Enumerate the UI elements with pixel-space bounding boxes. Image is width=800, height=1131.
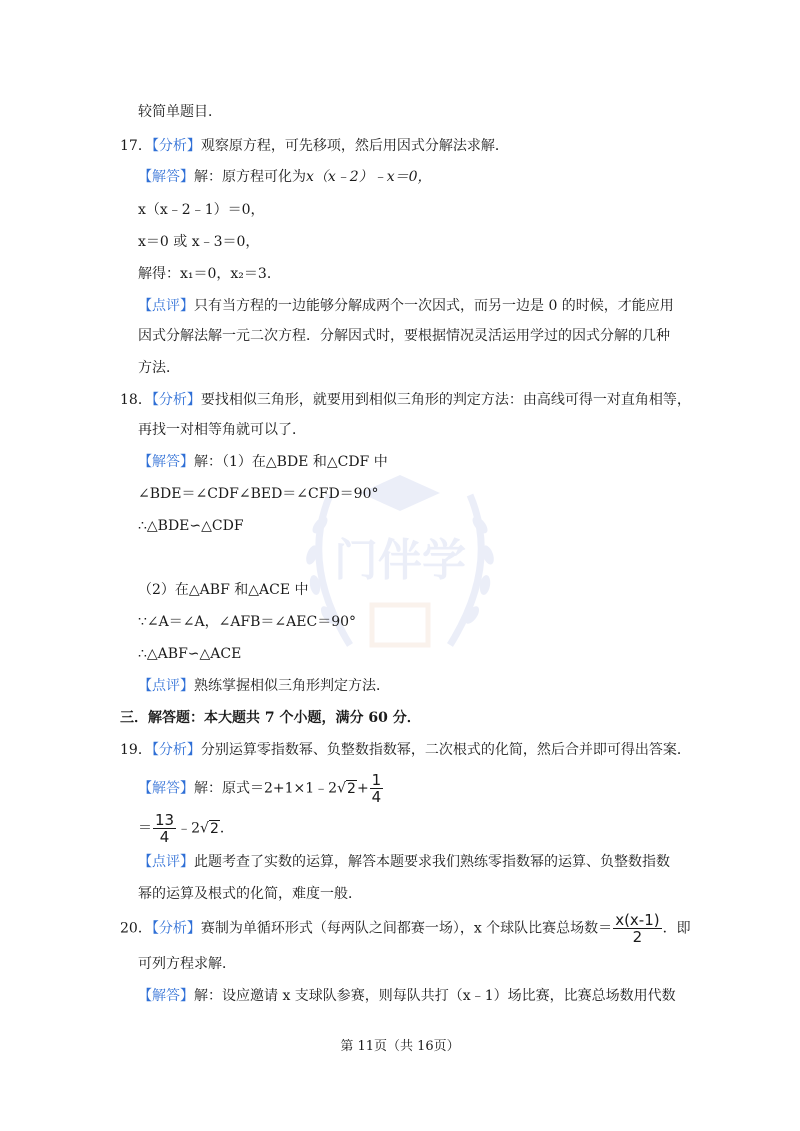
q19-fraction-2-denominator: 4 — [159, 828, 170, 846]
q18-answer-l1: 解：（1）在△BDE 和△CDF 中 — [194, 454, 388, 470]
q19-analysis — [120, 740, 691, 760]
section-heading-text: 三．解答题：本大题共 7 个小题，满分 60 分． — [120, 710, 421, 726]
q17-comment-l1: 只有当方程的一边能够分解成两个一次因式，而另一边是 0 的时候，才能应用 — [194, 298, 674, 314]
q19-step-2-pre: ＝ — [138, 820, 152, 837]
q19-comment-l1: 此题考查了实数的运算，解答本题要求我们熟练零指数幂的运算、负整数指数 — [194, 854, 670, 870]
q19-analysis-text: 分别运算零指数幂、负整数指数幂，二次根式的化简，然后合并即可得出答案． — [200, 742, 691, 758]
q17-comment-l2: 因式分解法解一元二次方程．分解因式时，要根据情况灵活运用学过的因式分解的几种 — [138, 328, 670, 344]
q19-sqrt-2-sign: √ — [200, 820, 209, 837]
q17-answer-pre: 解：原方程可化为 — [194, 169, 306, 185]
q18-number: 18． — [120, 392, 152, 408]
q18-step-3: ∴△BDE∽△CDF — [138, 518, 244, 534]
q19-sqrt-sign: √ — [337, 780, 347, 797]
q19-fraction-2 — [153, 812, 176, 845]
q19-number: 19． — [120, 742, 152, 758]
q18-step-2: ∠BDE＝∠CDF∠BED＝∠CFD＝90° — [138, 486, 379, 502]
q19-fraction-1-denominator: 4 — [371, 788, 382, 806]
q18-step-6: ∴△ABF∽△ACE — [138, 646, 242, 662]
q19-plus: + — [356, 780, 369, 797]
q18-comment-tag: 【点评】 — [138, 678, 194, 694]
q19-sqrt-2-radicand: 2 — [209, 820, 219, 837]
q18-analysis-tag: 【分析】 — [151, 392, 201, 408]
q19-step-2-mid: ﹣2 — [177, 820, 201, 837]
q17-analysis-tag: 【分析】 — [151, 138, 201, 154]
q19-sqrt-radicand: 2 — [347, 780, 356, 797]
q17-number: 17． — [120, 138, 152, 154]
svg-text:门伴学: 门伴学 — [334, 535, 466, 586]
q18-step-5: ∵∠A＝∠A，∠AFB＝∠AEC＝90° — [138, 614, 357, 630]
q17-analysis-text: 观察原方程，可先移项，然后用因式分解法求解． — [200, 138, 509, 154]
q17-comment-l3: 方法． — [138, 360, 180, 376]
q19-step-2-end: ． — [219, 820, 234, 837]
q20-analysis — [120, 912, 691, 945]
q18-analysis — [120, 390, 691, 410]
page-number-footer: 第 11页（共 16页） — [340, 1039, 460, 1054]
q17-answer — [138, 167, 432, 187]
q19-comment — [138, 852, 670, 872]
q17-step-3: x＝0 或 x﹣3＝0， — [138, 234, 260, 250]
q20-analysis-tag: 【分析】 — [151, 920, 201, 937]
q20-analysis-l1: 赛制为单循环形式（每两队之间都赛一场），x 个球队比赛总场数＝ — [200, 920, 613, 937]
q20-analysis-l1-end: ．即 — [662, 920, 691, 937]
q18-answer — [138, 452, 388, 472]
q20-answer-l1: 解：设应邀请 x 支球队参赛，则每队共打（x﹣1）场比赛，比赛总场数用代数 — [194, 988, 676, 1004]
q19-answer-tag: 【解答】 — [138, 780, 194, 797]
q20-fraction-denominator: 2 — [632, 928, 643, 946]
q17-answer-eq: x（x﹣2）﹣x＝0， — [306, 169, 432, 185]
q20-number: 20． — [120, 920, 152, 937]
q19-answer — [138, 772, 384, 805]
q18-step-4: （2）在△ABF 和△ACE 中 — [138, 582, 309, 598]
q18-answer-tag: 【解答】 — [138, 454, 194, 470]
q20-fraction-numerator: x(x-1) — [615, 911, 660, 929]
q17-analysis — [120, 136, 509, 156]
q18-comment-text: 熟练掌握相似三角形判定方法． — [194, 678, 390, 694]
section-heading — [120, 708, 421, 728]
q19-analysis-tag: 【分析】 — [151, 742, 201, 758]
q18-analysis-l2: 再找一对相等角就可以了． — [138, 422, 306, 438]
q19-step-2 — [138, 812, 234, 845]
prev-answer-end: 较简单题目． — [138, 104, 222, 120]
q19-comment-l2: 幂的运算及根式的化简，难度一般． — [138, 886, 362, 902]
q20-answer — [138, 986, 676, 1006]
q17-step-4: 解得：x₁＝0，x₂＝3． — [138, 266, 281, 282]
q20-analysis-l2: 可列方程求解． — [138, 956, 236, 972]
q19-fraction-2-numerator: 13 — [155, 811, 175, 829]
q20-answer-tag: 【解答】 — [138, 988, 194, 1004]
q17-answer-tag: 【解答】 — [138, 169, 194, 185]
q20-fraction — [613, 912, 661, 945]
q18-comment — [138, 676, 390, 696]
q19-sqrt-2 — [200, 820, 220, 837]
q19-fraction-1-numerator: 1 — [371, 771, 382, 789]
q17-comment-tag: 【点评】 — [138, 298, 194, 314]
q19-comment-tag: 【点评】 — [138, 854, 194, 870]
q19-fraction-1 — [370, 772, 384, 805]
q19-sqrt — [337, 780, 357, 797]
q19-answer-pre: 解：原式＝2+1×1﹣2 — [194, 780, 338, 797]
q17-step-2: x（x﹣2﹣1）＝0， — [138, 202, 265, 218]
q18-analysis-l1: 要找相似三角形，就要用到相似三角形的判定方法：由高线可得一对直角相等， — [200, 392, 691, 408]
q17-comment — [138, 296, 674, 316]
